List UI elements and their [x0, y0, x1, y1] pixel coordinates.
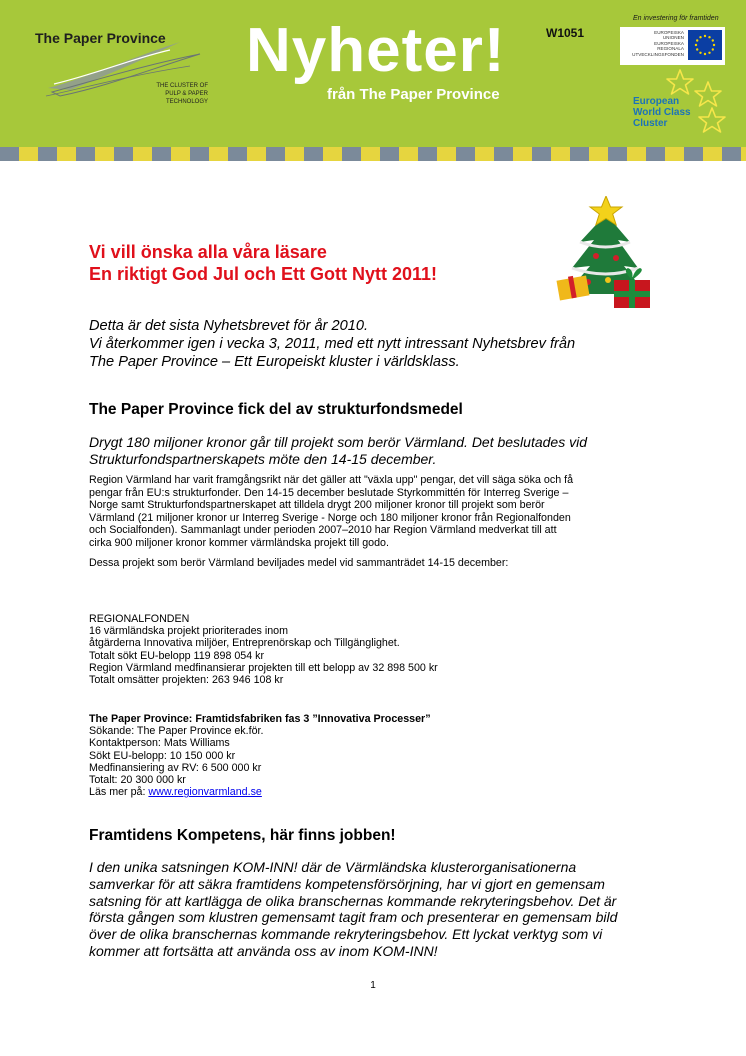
- cluster-line: European: [633, 96, 680, 107]
- cluster-line: Cluster: [633, 118, 668, 129]
- fund-line: Totalt sökt EU-belopp 119 898 054 kr: [89, 649, 265, 662]
- eu-line: EUROPEISKA: [654, 40, 684, 46]
- fund-line: åtgärderna Innovativa miljöer, Entreprenörskap och Tillgänglighet.: [89, 637, 400, 650]
- christmas-tree-icon: [550, 196, 660, 314]
- intro-line: Vi återkommer igen i vecka 3, 2011, med ett nytt intressant Nyhetsbrev från: [89, 336, 576, 352]
- project-line: Kontaktperson: Mats Williams: [89, 737, 230, 750]
- projects-intro: Dessa projekt som berör Värmland beviljades medel vid sammanträdet 14-15 december:: [89, 557, 509, 569]
- lead-line: Strukturfondspartnerskapets möte den 14-15 december.: [89, 451, 437, 467]
- fund-line: Totalt omsätter projekten: 263 946 108 kr: [89, 674, 284, 687]
- project-line: Sökt EU-belopp: 10 150 000 kr: [89, 749, 236, 762]
- eu-tagline: En investering för framtiden: [633, 15, 719, 22]
- lead-line: första gången som klustren gemensamt tagit fram och presenterar en gemensam bild: [89, 909, 618, 926]
- eu-line: EUROPEISKA: [654, 30, 684, 35]
- lead-line: I den unika satsningen KOM-INN! där de Värmländska klusterorganisationerna: [89, 859, 577, 875]
- body-line: pengar från EU:s strukturfonder. Den 14-15 december beslutade Styrkommittén för Interreg Sverige –: [89, 486, 569, 499]
- fund-line: REGIONALFONDEN: [89, 613, 190, 625]
- fund-summary: [89, 613, 649, 686]
- cluster-line: World Class: [633, 107, 691, 118]
- read-more-line: [89, 786, 649, 798]
- section-heading-competence: Framtidens Kompetens, här finns jobben!: [89, 827, 396, 844]
- holiday-greeting: [89, 241, 437, 285]
- brand-sub-line: PULP & PAPER TECHNOLOGY: [165, 91, 208, 105]
- lead-line: kommer att fortsätta att använda oss av inom KOM-INN!: [89, 942, 438, 959]
- greeting-line: Vi vill önska alla våra läsare: [89, 242, 327, 262]
- brand-sub-line: THE CLUSTER OF: [156, 83, 208, 89]
- section-lead: [89, 859, 659, 960]
- eu-flag-icon: [688, 30, 722, 60]
- fund-line: Region Värmland medfinansierar projekten till ett belopp av 32 898 500 kr: [89, 661, 438, 674]
- eu-line: UNIONEN: [662, 35, 684, 41]
- section-lead: [89, 434, 659, 468]
- masthead-subtitle: från The Paper Province: [327, 86, 500, 103]
- body-line: Värmland (21 miljoner kronor ur Interreg Sverige - Norge och 180 miljoner kronor från Regionalfonden: [89, 511, 571, 524]
- masthead-title: Nyheter!: [246, 16, 506, 85]
- eu-fund-text: [622, 30, 684, 57]
- decorative-stripe: [0, 147, 746, 161]
- body-line: cirka 900 miljoner kronor kommer värmländska projekt till godo.: [89, 536, 389, 549]
- brand-name: The Paper Province: [35, 30, 166, 46]
- lead-line: över de olika branschernas kommande rekryteringsbehov. Ett lyckat verktyg som vi: [89, 926, 603, 943]
- lead-line: Drygt 180 miljoner kronor går till projekt som berör Värmland. Det beslutades vid: [89, 434, 587, 450]
- intro-line: The Paper Province – Ett Europeiskt kluster i världsklass.: [89, 354, 460, 370]
- project-line: Sökande: The Paper Province ek.för.: [89, 725, 264, 738]
- project-line: Medfinansiering av RV: 6 500 000 kr: [89, 761, 262, 774]
- intro-text: [89, 317, 659, 371]
- fund-line: 16 värmländska projekt prioriterades inom: [89, 625, 288, 638]
- header-banner: [0, 0, 746, 148]
- eu-line: REGIONALA: [657, 46, 684, 52]
- section-body: [89, 474, 649, 549]
- lead-line: satsning för att kartlägga de olika branschernas kommande rekryteringsbehov. Det är: [89, 892, 617, 909]
- eu-line: UTVECKLINGSFONDEN: [632, 51, 684, 57]
- issue-number: W1051: [546, 26, 585, 40]
- eu-fund-badge: [620, 27, 725, 65]
- lead-line: samverkar för att säkra framtidens kompetensförsörjning, har vi gjort en gemensam: [89, 875, 605, 892]
- greeting-line: En riktigt God Jul och Ett Gott Nytt 2011!: [89, 264, 438, 284]
- body-line: Norge samt Strukturfondspartnerskapet att tilldela drygt 200 miljoner kronor till projekt som berör: [89, 499, 545, 511]
- project-details: [89, 713, 649, 798]
- region-varmland-link[interactable]: www.regionvarmland.se: [148, 786, 262, 799]
- page-number: 1: [370, 980, 376, 991]
- project-title: The Paper Province: Framtidsfabriken fas 3 ”Innovativa Processer”: [89, 713, 431, 725]
- body-line: Region Värmland har varit framgångsrikt när det gäller att "växla upp" pengar, det vill säga söka och få: [89, 474, 574, 486]
- section-heading-structural-funds: The Paper Province fick del av strukturfondsmedel: [89, 401, 463, 418]
- intro-line: Detta är det sista Nyhetsbrevet för år 2010.: [89, 318, 369, 334]
- brand-subtitle: [128, 82, 208, 106]
- project-line: Totalt: 20 300 000 kr: [89, 774, 186, 787]
- body-line: och Socialfonden). Sammanlagt under perioden 2007–2010 har Region Värmland medverkat till att: [89, 524, 557, 536]
- cluster-label: [633, 96, 691, 129]
- read-more-label: Läs mer på:: [89, 786, 149, 799]
